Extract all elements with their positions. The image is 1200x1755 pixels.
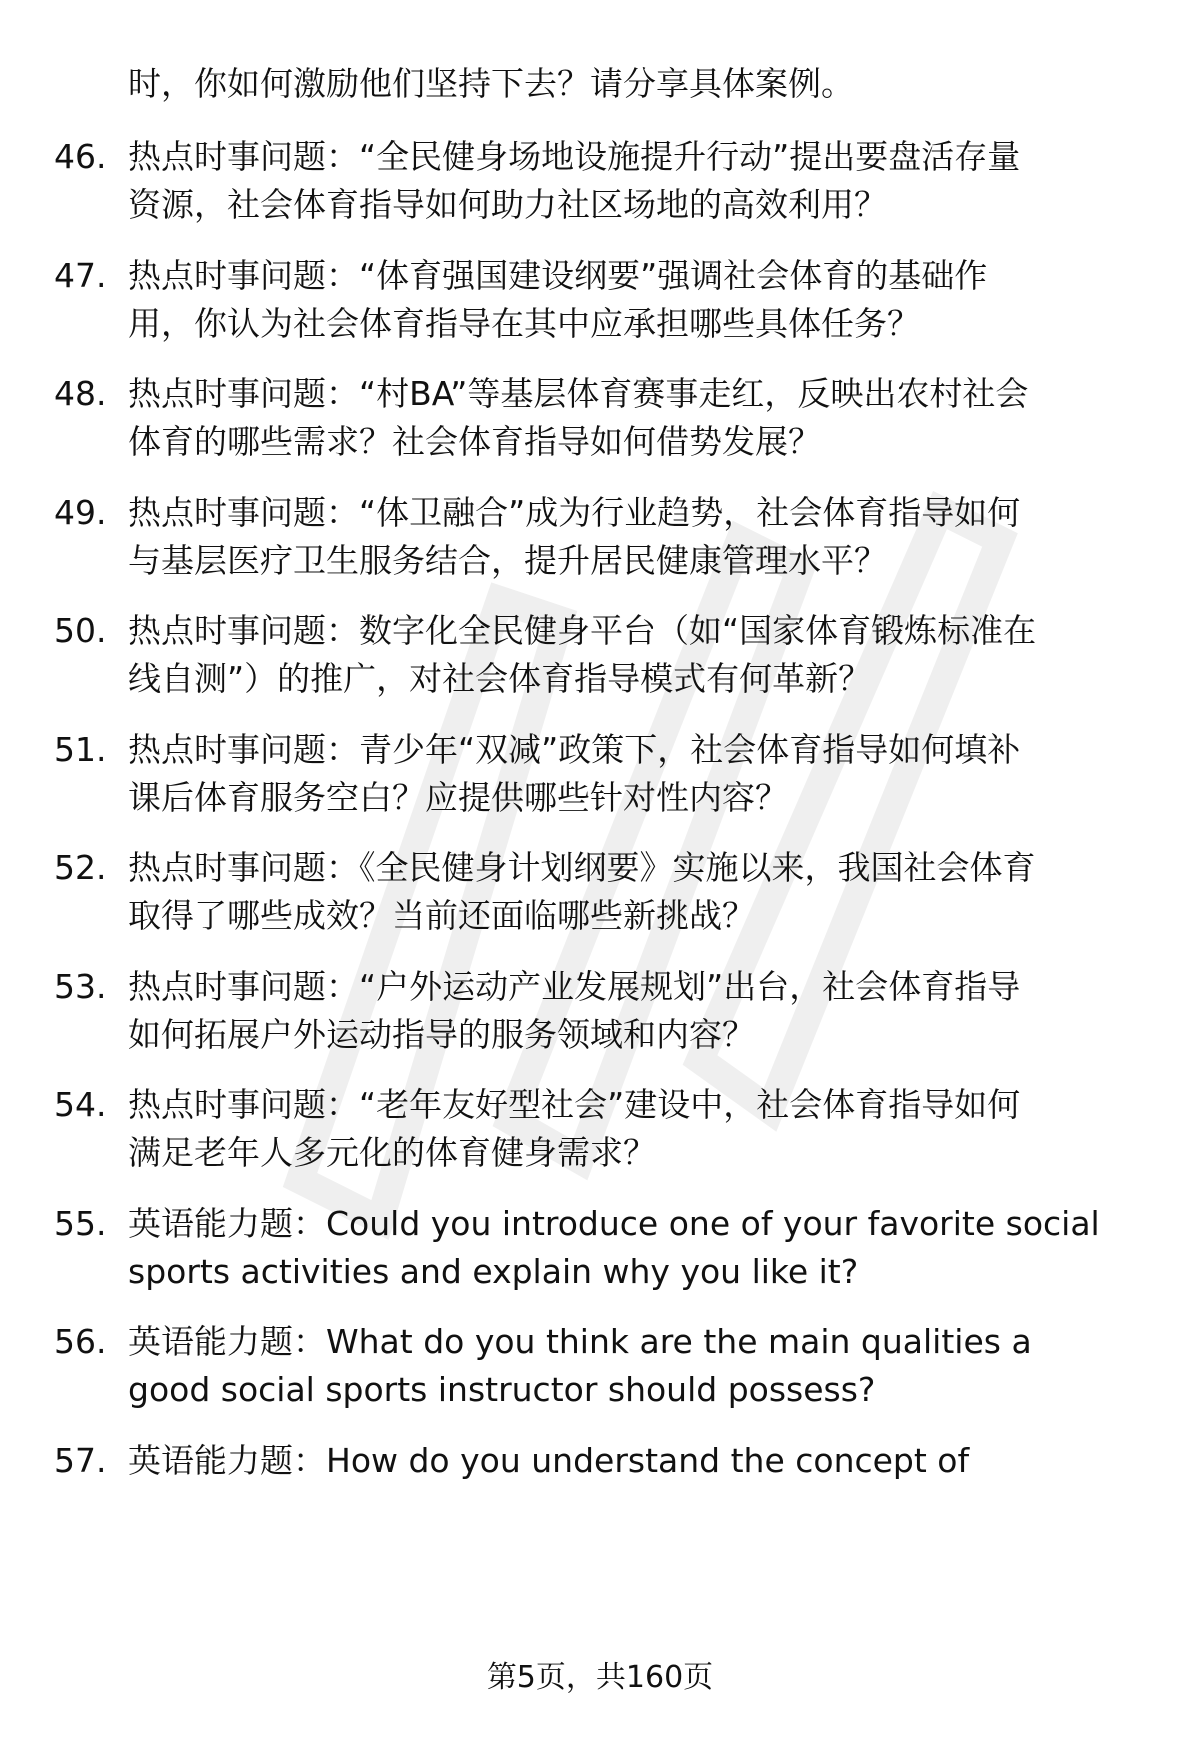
question-text-line: 体育的哪些需求？社会体育指导如何借势发展？	[128, 422, 821, 461]
question-number: 49.	[54, 492, 107, 532]
question-text-line: 热点时事问题：“全民健身场地设施提升行动”提出要盘活存量	[128, 137, 1021, 176]
question-number: 47.	[54, 255, 107, 295]
question-number: 55.	[54, 1203, 107, 1243]
question-text-line: 如何拓展户外运动指导的服务领域和内容？	[128, 1014, 755, 1054]
question-text-line: 英语能力题：How do you understand the concept of	[128, 1440, 970, 1480]
question-number: 48.	[54, 374, 107, 413]
question-text-line: 线自测”）的推广，对社会体育指导模式有何革新？	[128, 659, 872, 698]
question-text-line: 取得了哪些成效？当前还面临哪些新挑战？	[128, 896, 755, 935]
question-text-line: 热点时事问题：“体育强国建设纲要”强调社会体育的基础作	[128, 255, 988, 295]
question-text-line: 资源，社会体育指导如何助力社区场地的高效利用？	[128, 185, 887, 224]
question-text-line: 热点时事问题：青少年“双减”政策下，社会体育指导如何填补	[128, 729, 1021, 769]
question-number: 46.	[54, 137, 107, 176]
question-number: 56.	[54, 1322, 107, 1361]
question-text-line: 用，你认为社会体育指导在其中应承担哪些具体任务？	[128, 303, 920, 343]
question-text-line: 热点时事问题：“村BA”等基层体育赛事走红，反映出农村社会	[128, 374, 1029, 413]
question-text-line: 满足老年人多元化的体育健身需求？	[128, 1133, 656, 1172]
question-text-line: 热点时事问题：数字化全民健身平台（如“国家体育锻炼标准在	[128, 611, 1037, 650]
question-text-line: 与基层医疗卫生服务结合，提升居民健康管理水平？	[128, 540, 887, 580]
question-number: 57.	[54, 1440, 107, 1480]
question-text-line: 课后体育服务空白？应提供哪些针对性内容？	[128, 777, 788, 817]
question-text-line: good social sports instructor should possess?	[128, 1370, 876, 1409]
question-text-line: 热点时事问题：“户外运动产业发展规划”出台，社会体育指导	[128, 966, 1021, 1006]
question-text-line: 热点时事问题：《全民健身计划纲要》实施以来，我国社会体育	[128, 848, 1036, 887]
question-text-line: sports activities and explain why you like it?	[128, 1251, 859, 1291]
question-text-line: 英语能力题：What do you think are the main qualities a	[128, 1322, 1032, 1361]
question-number: 52.	[54, 848, 107, 887]
continued-question-text: 时，你如何激励他们坚持下去？请分享具体案例。	[128, 64, 854, 103]
question-text-line: 热点时事问题：“老年友好型社会”建设中，社会体育指导如何	[128, 1085, 1021, 1124]
question-text-line: 英语能力题：Could you introduce one of your favorite social	[128, 1203, 1100, 1243]
question-number: 53.	[54, 966, 107, 1006]
question-number: 54.	[54, 1085, 107, 1124]
question-number: 51.	[54, 729, 107, 769]
question-number: 50.	[54, 611, 107, 650]
page-number-footer: 第5页，共160页	[486, 1660, 714, 1695]
question-text-line: 热点时事问题：“体卫融合”成为行业趋势，社会体育指导如何	[128, 492, 1021, 532]
